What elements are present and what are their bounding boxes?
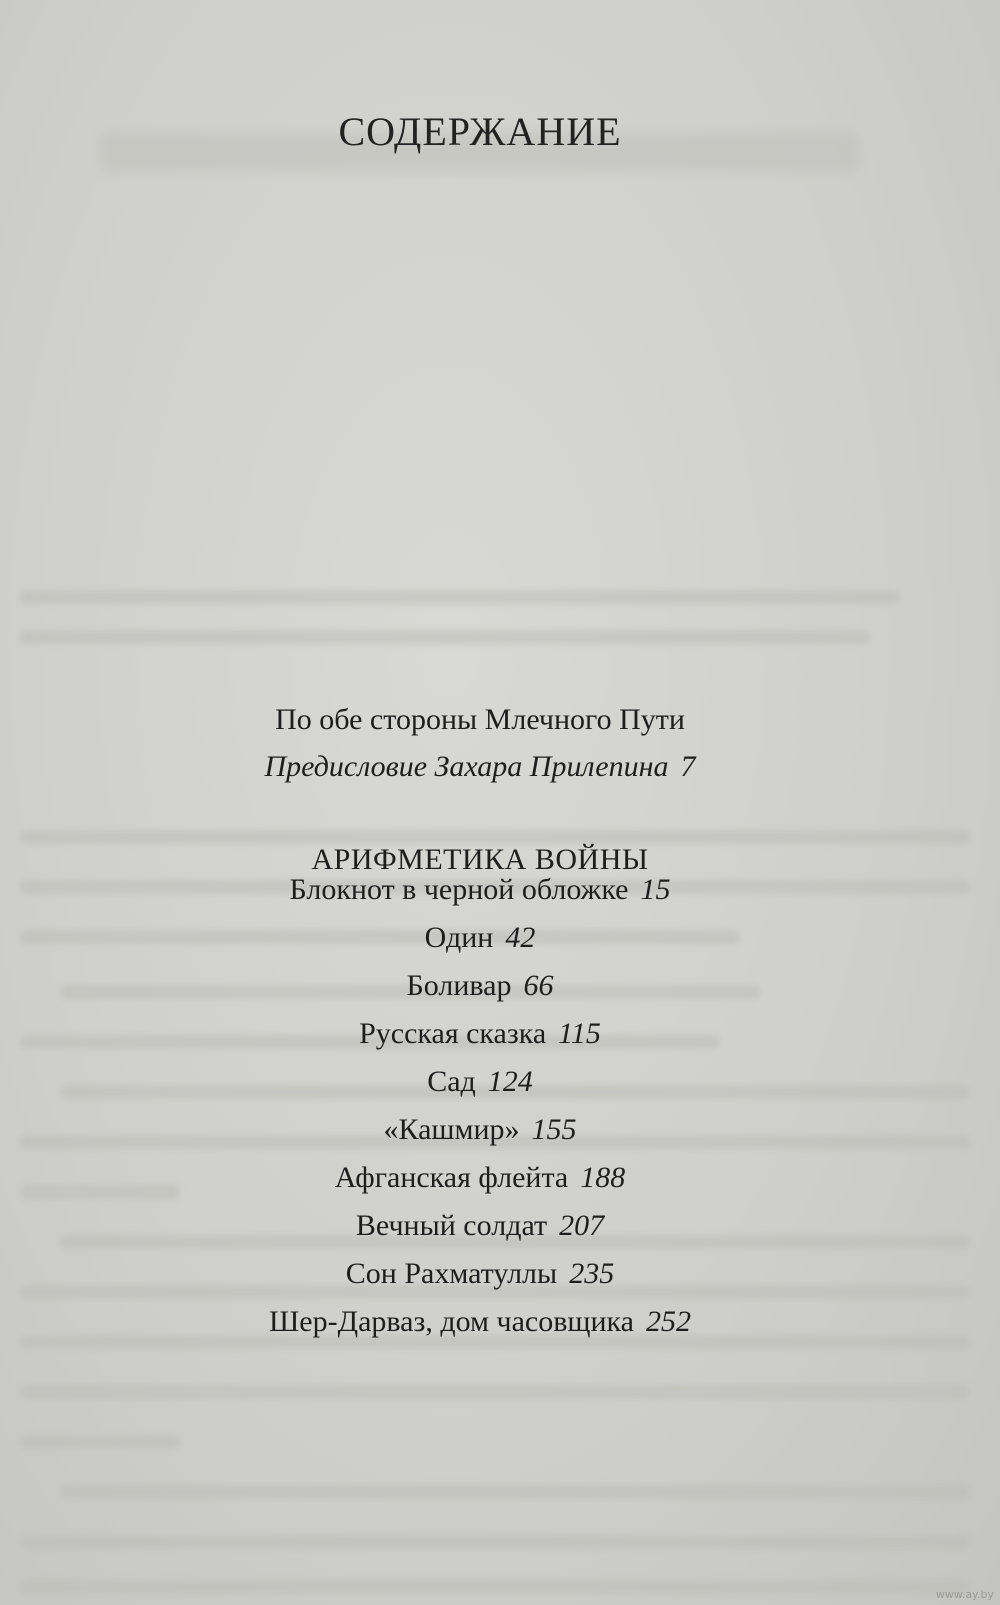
show-through-line (20, 1385, 970, 1399)
preface-subtitle: Предисловие Захара Прилепина (264, 750, 669, 783)
preface-page-number: 7 (680, 750, 696, 783)
toc-entry (0, 1202, 960, 1250)
toc-entry (0, 914, 960, 962)
toc-entry-page: 207 (559, 1209, 605, 1242)
preface-subtitle-line (0, 750, 960, 784)
toc-list (0, 866, 960, 1346)
toc-entry-page: 42 (505, 921, 536, 954)
page-title: СОДЕРЖАНИЕ (338, 109, 622, 154)
toc-entry (0, 1106, 960, 1154)
show-through-line (20, 830, 970, 844)
toc-entry-title: Сон Рахматуллы (345, 1257, 558, 1290)
toc-entry (0, 1058, 960, 1106)
preface-title: По обе стороны Млечного Пути (275, 703, 685, 736)
site-watermark: www.ay.by (935, 1588, 994, 1601)
toc-entry-title: Афганская флейта (334, 1161, 569, 1194)
toc-entry-page: 15 (640, 873, 671, 906)
toc-entry (0, 866, 960, 914)
toc-entry-page: 188 (580, 1161, 626, 1194)
show-through-line (20, 1435, 180, 1449)
toc-entry-title: Русская сказка (359, 1017, 547, 1050)
toc-entry-title: «Кашмир» (383, 1113, 520, 1146)
toc-entry-title: Блокнот в черной обложке (289, 873, 629, 906)
show-through-line (20, 1535, 970, 1549)
toc-entry (0, 1154, 960, 1202)
toc-entry (0, 1010, 960, 1058)
toc-entry (0, 1250, 960, 1298)
show-through-line (60, 1485, 970, 1499)
show-through-line (20, 1580, 970, 1594)
toc-entry-page: 252 (645, 1305, 691, 1338)
toc-entry (0, 1298, 960, 1346)
toc-entry-page: 235 (569, 1257, 615, 1290)
toc-entry-page: 115 (558, 1017, 601, 1050)
toc-entry (0, 962, 960, 1010)
toc-entry-page: 66 (523, 969, 554, 1002)
toc-entry-title: Один (424, 921, 494, 954)
toc-entry-title: Шер-Дарваз, дом часовщика (269, 1305, 634, 1338)
section-title: АРИФМЕТИКА ВОЙНЫ (311, 843, 649, 876)
toc-entry-title: Сад (427, 1065, 476, 1098)
toc-entry-title: Вечный солдат (355, 1209, 548, 1242)
toc-entry-page: 155 (531, 1113, 577, 1146)
toc-entry-page: 124 (487, 1065, 533, 1098)
show-through-line (20, 590, 900, 604)
show-through-line (20, 630, 870, 644)
toc-entry-title: Боливар (406, 969, 512, 1002)
